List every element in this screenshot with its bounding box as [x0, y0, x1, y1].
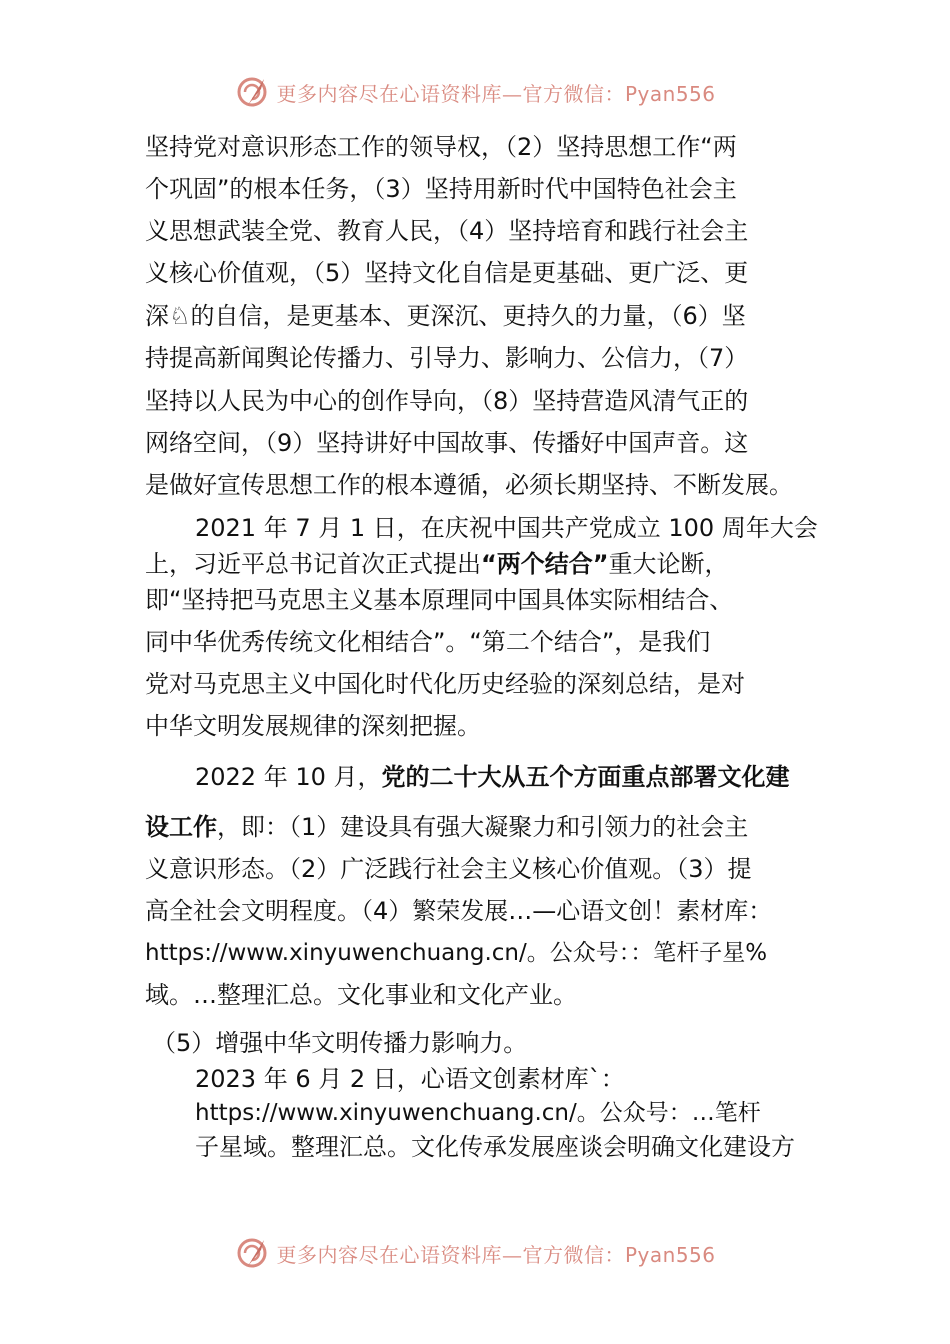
text-line — [195, 760, 790, 794]
watermark-text: 更多内容尽在心语资料库—官方微信：Pyan556 — [276, 1242, 716, 1267]
spiral-quill-logo-icon — [234, 1235, 270, 1271]
watermark-text: 更多内容尽在心语资料库—官方微信：Pyan556 — [276, 81, 716, 106]
spiral-quill-logo-icon — [234, 74, 270, 110]
text-line: 深♘的自信，是更基本、更深沉、更持久的力量，（6）坚 — [145, 302, 746, 330]
emphasis-congress: 党的二十大从五个方面重点部署文化建 — [381, 763, 790, 791]
text-line: https://www.xinyuwenchuang.cn/。公众号：…笔杆 — [195, 1100, 761, 1126]
text-line: 持提高新闻舆论传播力、引导力、影响力、公信力，（7） — [145, 344, 749, 372]
text-line: （5）增强中华文明传播力影响力。 — [152, 1029, 528, 1057]
emphasis-two-combinations: “两个结合” — [481, 550, 609, 578]
text-line: 坚持以人民为中心的创作导向，（8）坚持营造风清气正的 — [145, 387, 749, 415]
text-line: 子星域。整理汇总。文化传承发展座谈会明确文化建设方 — [195, 1133, 795, 1161]
text-line: 域。…整理汇总。文化事业和文化产业。 — [145, 981, 577, 1009]
text-line: 义核心价值观，（5）坚持文化自信是更基础、更广泛、更 — [145, 259, 749, 287]
text-line: 中华文明发展规律的深刻把握。 — [145, 712, 481, 740]
footer-watermark — [0, 1233, 950, 1273]
text-line: 义意识形态。（2）广泛践行社会主义核心价值观。（3）提 — [145, 855, 752, 883]
text-line: 党对马克思主义中国化时代化历史经验的深刻总结，是对 — [145, 670, 745, 698]
text-run: 重大论断， — [608, 550, 729, 578]
text-line: 同中华优秀传统文化相结合”。“第二个结合”，是我们 — [145, 628, 711, 656]
text-line: 2021 年 7 月 1 日，在庆祝中国共产党成立 100 周年大会 — [195, 514, 818, 542]
text-line: 坚持党对意识形态工作的领导权，（2）坚持思想工作“两 — [145, 133, 737, 161]
text-line — [145, 810, 748, 844]
text-run: ，即：（1）建设具有强大凝聚力和引领力的社会主 — [217, 813, 749, 841]
text-line: 义思想武装全党、教育人民，（4）坚持培育和践行社会主 — [145, 217, 749, 245]
header-watermark — [0, 72, 950, 112]
text-run: 上，习近平总书记首次正式提出 — [145, 550, 481, 578]
text-line: 是做好宣传思想工作的根本遵循，必须长期坚持、不断发展。 — [145, 471, 793, 499]
text-line: https://www.xinyuwenchuang.cn/。公众号：：笔杆子星% — [145, 940, 768, 966]
text-run: 2022 年 10 月， — [195, 763, 382, 791]
text-line: 高全社会文明程度。（4）繁荣发展…—心语文创！素材库： — [145, 897, 773, 925]
emphasis-work: 设工作 — [145, 813, 217, 841]
text-line: 即“坚持把马克思主义基本原理同中国具体实际相结合、 — [145, 586, 734, 614]
text-line: 2023 年 6 月 2 日，心语文创素材库`： — [195, 1065, 625, 1093]
text-line: 个巩固”的根本任务，（3）坚持用新时代中国特色社会主 — [145, 175, 737, 203]
text-line — [145, 547, 729, 581]
text-line: 网络空间，（9）坚持讲好中国故事、传播好中国声音。这 — [145, 429, 749, 457]
